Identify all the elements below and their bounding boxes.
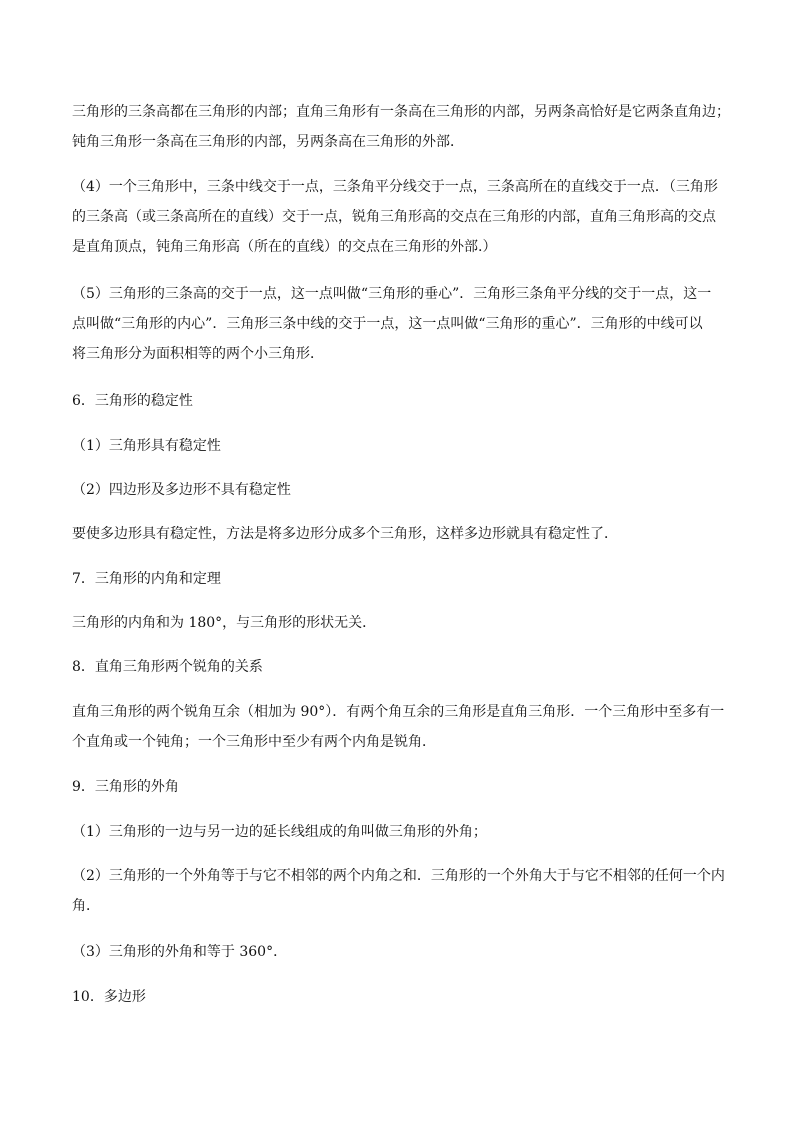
text-line: 要使多边形具有稳定性，方法是将多边形分成多个三角形，这样多边形就具有稳定性了．: [72, 526, 618, 542]
text-line: 将三角形分为面积相等的两个小三角形．: [72, 346, 324, 362]
section-heading-7: 7．三角形的内角和定理: [72, 571, 221, 587]
paragraph-6-1: [72, 431, 732, 461]
text-line: （1）三角形的一边与另一边的延长线组成的角叫做三角形的外角；: [72, 824, 487, 840]
text-line: 三角形的内角和为 180°，与三角形的形状无关．: [72, 615, 377, 631]
paragraph-altitudes-position: [72, 97, 732, 157]
text-line: 三角形的三条高都在三角形的内部；直角三角形有一条高在三角形的内部，另两条高恰好是它两条直角边；: [72, 104, 730, 120]
text-line: （2）三角形的一个外角等于与它不相邻的两个内角之和．三角形的一个外角大于与它不相邻的任何一个内: [72, 868, 725, 884]
section-heading-10: 10．多边形: [72, 989, 146, 1005]
text-line: 点叫做“三角形的内心”．三角形三条中线的交于一点，这一点叫做“三角形的重心”．三角形的中线可以: [72, 316, 703, 332]
text-line: （2）四边形及多边形不具有稳定性: [72, 482, 291, 498]
text-line: 个直角或一个钝角；一个三角形中至少有两个内角是锐角．: [72, 734, 436, 750]
paragraph-point-4-concurrency: [72, 172, 732, 262]
text-line: 是直角顶点，钝角三角形高（所在的直线）的交点在三角形的外部.）: [72, 239, 497, 255]
paragraph-9-1: [72, 817, 732, 847]
text-line: 角．: [72, 898, 100, 914]
text-line: （5）三角形的三条高的交于一点，这一点叫做“三角形的垂心”．三角形三条角平分线的交于一点，这一: [72, 286, 712, 302]
text-line: （4）一个三角形中，三条中线交于一点，三条角平分线交于一点，三条高所在的直线交于一点．（三角形: [72, 179, 718, 195]
paragraph-7: [72, 608, 732, 638]
paragraph-8: [72, 697, 732, 757]
text-line: （3）三角形的外角和等于 360°．: [72, 944, 288, 960]
paragraph-6-method: [72, 519, 732, 549]
text-line: 直角三角形的两个锐角互余（相加为 90°）．有两个角互余的三角形是直角三角形．一个三角形中至多有一: [72, 704, 725, 720]
section-heading-8: 8．直角三角形两个锐角的关系: [72, 659, 263, 675]
text-line: （1）三角形具有稳定性: [72, 438, 221, 454]
paragraph-9-2: [72, 861, 732, 921]
text-line: 的三条高（或三条高所在的直线）交于一点，锐角三角形高的交点在三角形的内部，直角三角形高的交点: [72, 209, 716, 225]
paragraph-9-3: [72, 937, 732, 967]
section-heading-6: 6．三角形的稳定性: [72, 393, 193, 409]
text-line: 钝角三角形一条高在三角形的内部，另两条高在三角形的外部．: [72, 134, 464, 150]
paragraph-6-2: [72, 475, 732, 505]
paragraph-point-5-centers: [72, 279, 732, 369]
section-heading-9: 9．三角形的外角: [72, 779, 179, 795]
